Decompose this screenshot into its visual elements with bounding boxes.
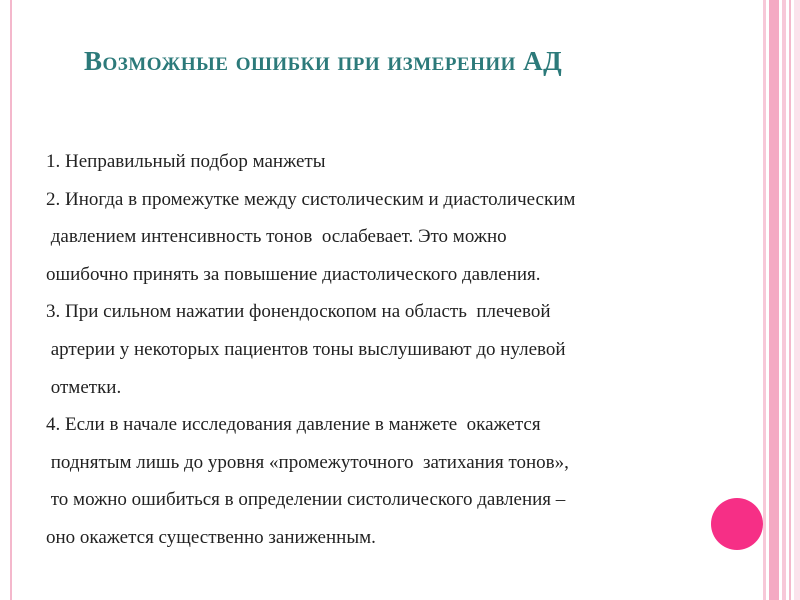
body-line: 3. При сильном нажатии фонендоскопом на область плечевой	[46, 301, 551, 323]
body-line: оно окажется существенно заниженным.	[46, 526, 376, 548]
body-line: отметки.	[46, 376, 122, 398]
decorative-circle	[711, 498, 763, 550]
slide-title: Возможные ошибки при измерении АД	[84, 46, 563, 76]
body-line: то можно ошибиться в определении систолического давления –	[46, 489, 566, 511]
right-decorative-stripe	[769, 0, 779, 600]
right-decorative-stripe	[782, 0, 786, 600]
body-line: поднятым лишь до уровня «промежуточного затихания тонов»,	[46, 451, 569, 473]
left-border-line	[10, 0, 12, 600]
body-line: ошибочно принять за повышение диастолического давления.	[46, 263, 541, 285]
body-line: 2. Иногда в промежутке между систолическим и диастолическим	[46, 188, 576, 210]
slide-body	[46, 143, 746, 557]
right-decorative-stripe	[794, 0, 800, 600]
body-line: 4. Если в начале исследования давление в манжете окажется	[46, 414, 541, 436]
body-line: артерии у некоторых пациентов тоны выслушивают до нулевой	[46, 338, 566, 360]
right-decorative-stripe	[789, 0, 791, 600]
body-line: давлением интенсивность тонов ослабевает. Это можно	[46, 226, 507, 248]
right-decorative-stripe	[763, 0, 766, 600]
body-line: 1. Неправильный подбор манжеты	[46, 151, 326, 172]
